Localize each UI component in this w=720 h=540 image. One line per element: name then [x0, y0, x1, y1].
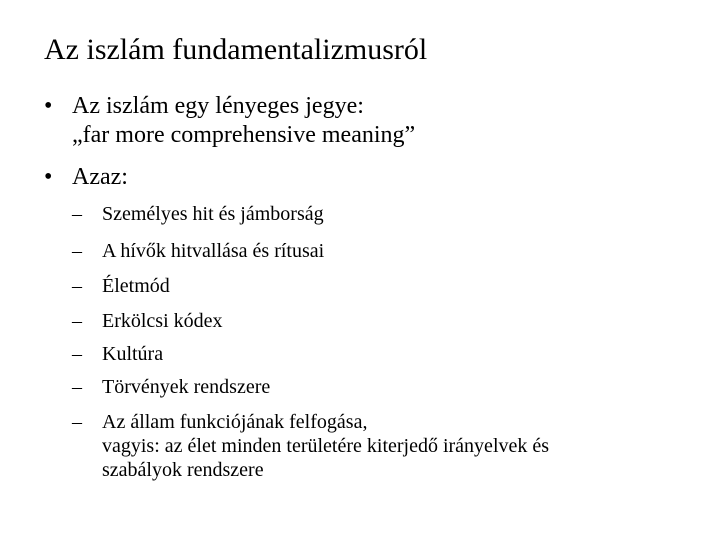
sub-item-text — [102, 410, 549, 482]
bullet-line: „far more comprehensive meaning” — [72, 122, 416, 148]
sub-item-text: Kultúra — [102, 343, 164, 365]
dash-marker: – — [72, 310, 82, 332]
sub-item-text: Személyes hit és jámborság — [102, 203, 324, 225]
bullet-marker: • — [44, 164, 53, 190]
dash-marker: – — [72, 343, 82, 365]
dash-marker: – — [72, 203, 82, 225]
sub-item-text: Erkölcsi kódex — [102, 310, 223, 332]
sub-item-text: Törvények rendszere — [102, 376, 271, 398]
sub-item-text: Életmód — [102, 275, 170, 297]
bullet-text — [72, 163, 128, 192]
bullet-text — [72, 92, 415, 150]
dash-marker: – — [72, 376, 82, 398]
slide-title: Az iszlám fundamentalizmusról — [44, 33, 428, 66]
bullet-line: Azaz: — [72, 164, 128, 190]
sub-item-line: szabályok rendszere — [102, 459, 264, 481]
dash-marker: – — [72, 240, 82, 262]
bullet-marker: • — [44, 93, 53, 119]
dash-marker: – — [72, 411, 82, 433]
sub-item-line: Az állam funkciójának felfogása, — [102, 411, 368, 433]
sub-item-line: vagyis: az élet minden területére kiterjedő irányelvek és — [102, 435, 550, 457]
dash-marker: – — [72, 275, 82, 297]
bullet-line: Az iszlám egy lényeges jegye: — [72, 93, 364, 119]
sub-item-text: A hívők hitvallása és rítusai — [102, 240, 325, 262]
